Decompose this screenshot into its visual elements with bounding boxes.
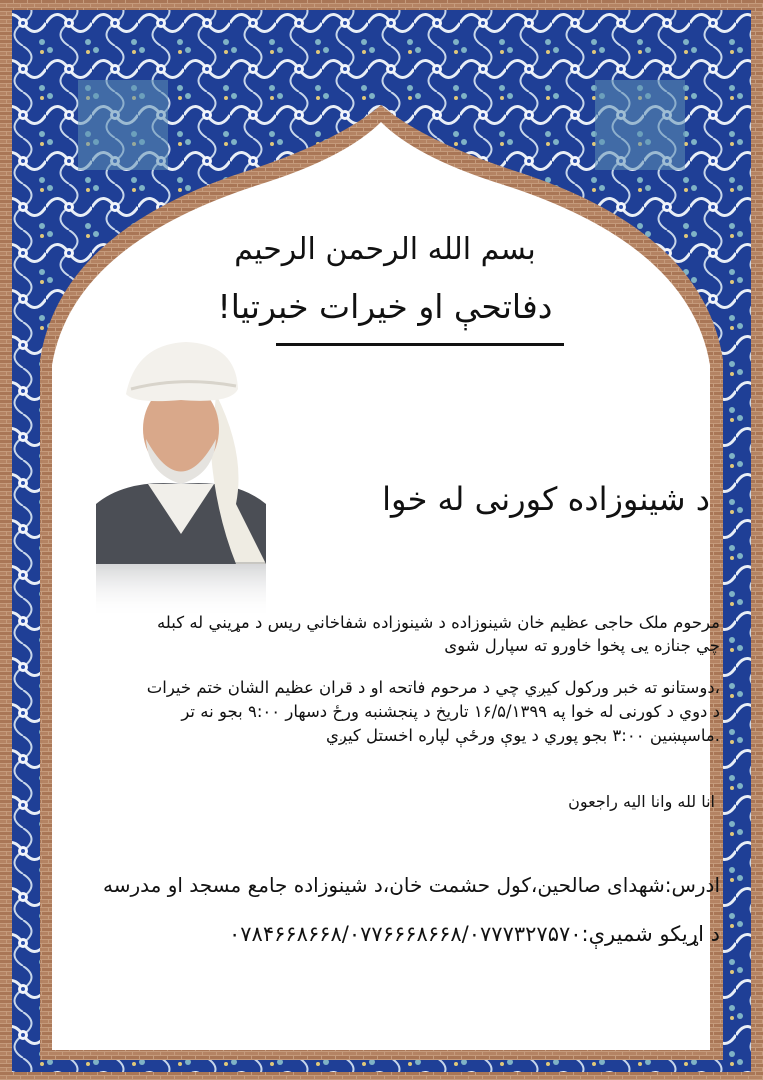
body-line: .ماسپښین ۳:۰۰ بجو پوري د يوې ورځې لپاره اخستل کیږي: [325, 726, 720, 745]
family-title: د شینوزاده کورنی له خوا: [382, 480, 710, 518]
address: ادرس:شهدای صالحین،کول حشمت خان،د شینوزاده جامع مسجد او مدرسه: [102, 873, 720, 897]
title-underline: [237, 343, 564, 346]
portrait-photo: [86, 334, 276, 564]
portrait-reflection: [86, 562, 276, 618]
basmala: بسم الله الرحمن الرحيم: [234, 232, 536, 267]
contact-phones: د اړيکو شميرې:۰۷۸۴۶۶۸۶۶۸/۰۷۷۶۶۶۸۶۶۸/۰۷۷۷۳۲۷۵۷۰: [229, 922, 720, 946]
body-line: چي جنازه یی پخوا خاورو ته سپارل شوی: [444, 636, 720, 655]
body-line: د دوي د کورنی له خوا په ۱۶/۵/۱۳۹۹ تاریخ د پنجشنبه ورځ دسهار ۹:۰۰ بجو نه تر: [181, 702, 720, 721]
body-line: مرحوم ملک حاجی عظیم خان شینوزاده د شینوزاده شفاخاني ریس د مړيني له کبله: [156, 613, 720, 632]
page-title: دفاتحې او خيرات خبرتيا!: [217, 287, 553, 326]
quran-verse: انا لله وانا الیه راجعون: [568, 792, 715, 811]
body-line: ،دوستانو ته خبر ورکول کیږي چي د مرحوم فاتحه او د قران عظیم الشان ختم خیرات: [146, 678, 720, 697]
